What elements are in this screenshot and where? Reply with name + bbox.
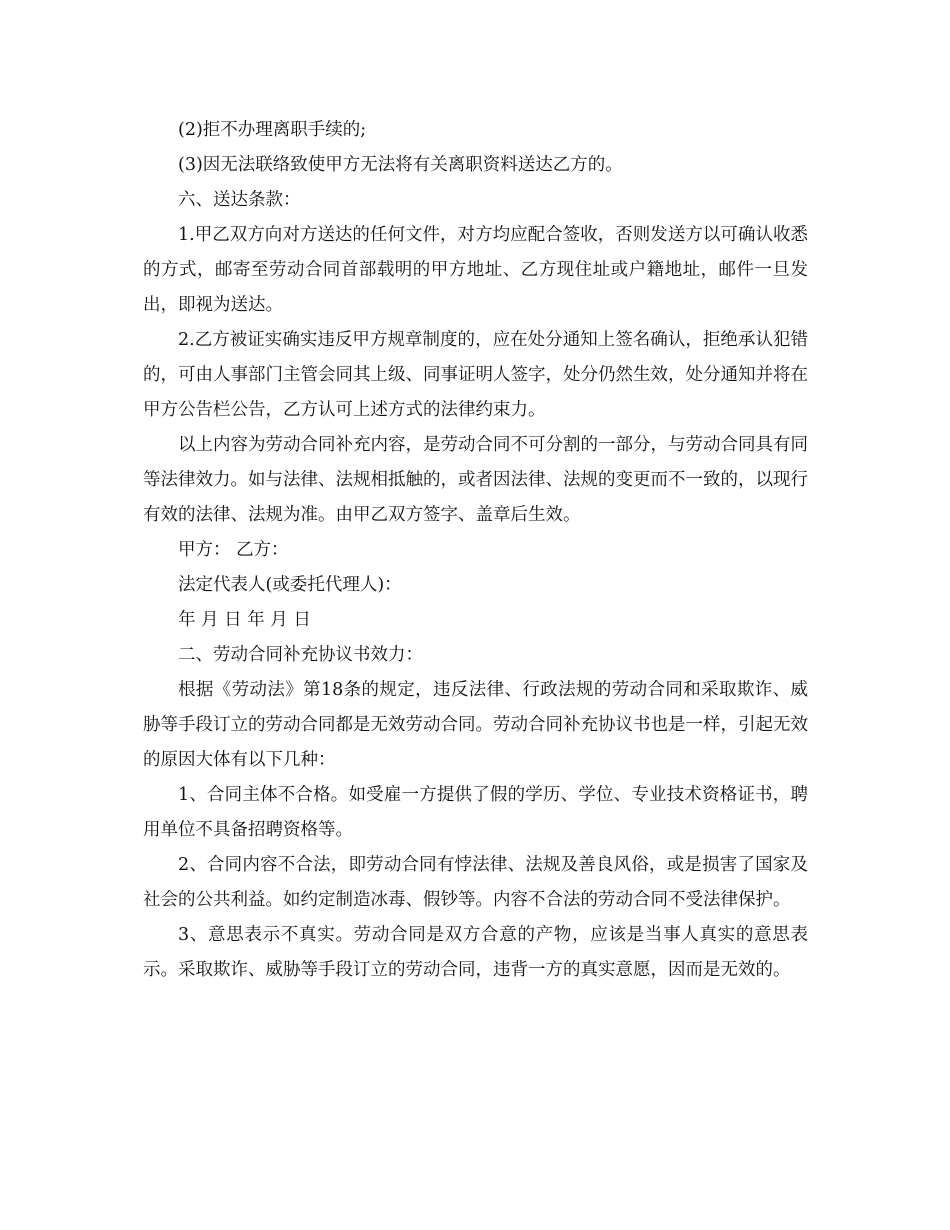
document-body	[143, 113, 808, 988]
paragraph-invalid-intent: 3、意思表示不真实。劳动合同是双方合意的产物，应该是当事人真实的意思表示。采取欺诈、威胁等手段订立的劳动合同，违背一方的真实意愿，因而是无效的。	[143, 925, 808, 980]
paragraph-invalid-content: 2、合同内容不合法，即劳动合同有悖法律、法规及善良风俗，或是损害了国家及社会的公共利益。如约定制造冰毒、假钞等。内容不合法的劳动合同不受法律保护。	[143, 855, 808, 910]
signature-parties: 甲方： 乙方：	[178, 540, 289, 560]
paragraph-invalid-subject: 1、合同主体不合格。如受雇一方提供了假的学历、学位、专业技术资格证书，聘用单位不具备招聘资格等。	[143, 785, 808, 840]
heading-delivery-clause: 六、送达条款：	[178, 190, 301, 210]
paragraph-delivery-1: 1.甲乙双方向对方送达的任何文件，对方均应配合签收，否则发送方以可确认收悉的方式，邮寄至劳动合同首部载明的甲方地址、乙方现住址或户籍地址，邮件一旦发出，即视为送达。	[143, 225, 808, 315]
heading-agreement-validity: 二、劳动合同补充协议书效力：	[178, 645, 423, 665]
paragraph-effect-statement: 以上内容为劳动合同补充内容，是劳动合同不可分割的一部分，与劳动合同具有同等法律效力。如与法律、法规相抵触的，或者因法律、法规的变更而不一致的，以现行有效的法律、法规为准。由甲乙双方签字、盖章后生效。	[143, 435, 808, 525]
signature-representative: 法定代表人(或委托代理人)：	[178, 575, 402, 595]
signature-date: 年 月 日 年 月 日	[178, 610, 311, 630]
paragraph-unreachable: (3)因无法联络致使甲方无法将有关离职资料送达乙方的。	[178, 155, 623, 175]
paragraph-delivery-2: 2.乙方被证实确实违反甲方规章制度的，应在处分通知上签名确认，拒绝承认犯错的，可由人事部门主管会同其上级、同事证明人签字，处分仍然生效，处分通知并将在甲方公告栏公告，乙方认可上述方式的法律约束力。	[143, 330, 808, 420]
paragraph-labor-law-art18: 根据《劳动法》第18条的规定，违反法律、行政法规的劳动合同和采取欺诈、威胁等手段订立的劳动合同都是无效劳动合同。劳动合同补充协议书也是一样，引起无效的原因大体有以下几种：	[143, 680, 808, 770]
paragraph-refuse-resignation: (2)拒不办理离职手续的;	[178, 120, 367, 140]
